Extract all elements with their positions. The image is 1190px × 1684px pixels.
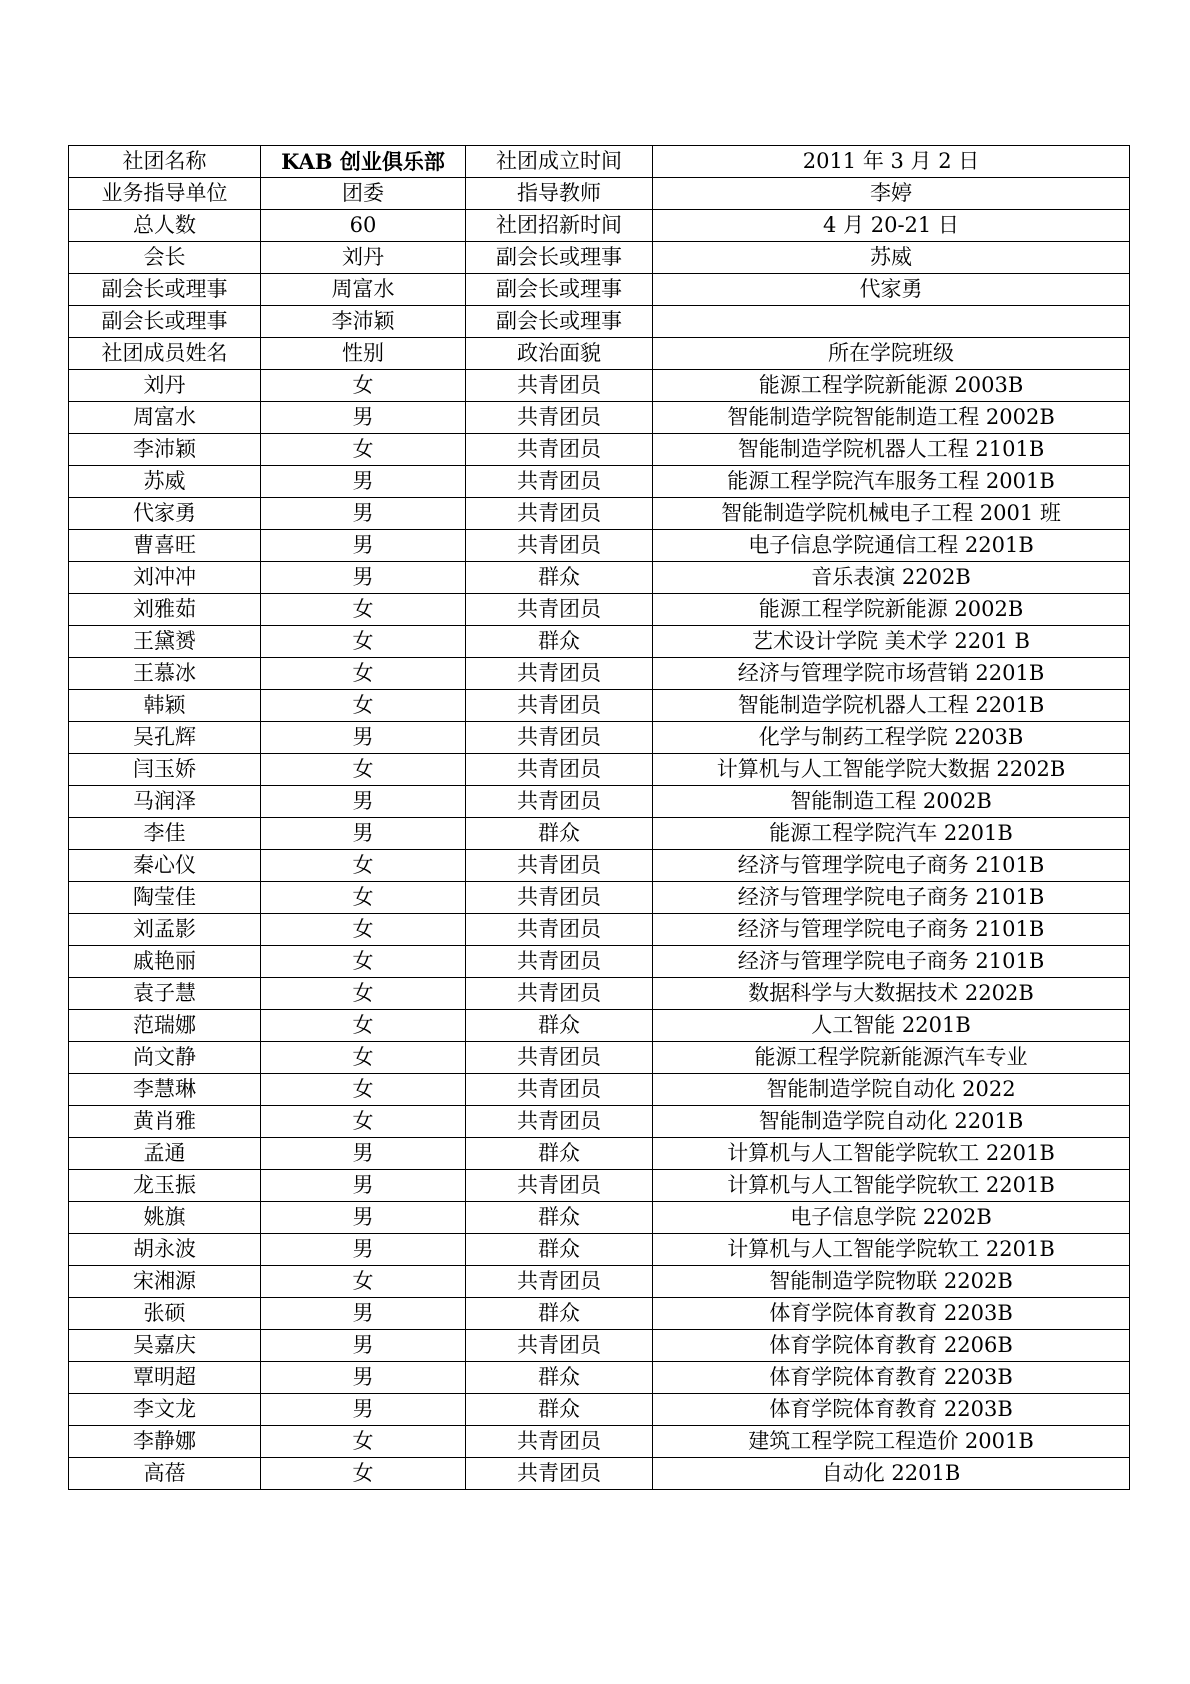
member-political-status: 共青团员 [466,594,653,626]
header-college-class: 所在学院班级 [653,338,1130,370]
member-college-class: 体育学院体育教育 2203B [653,1298,1130,1330]
member-political-status: 共青团员 [466,946,653,978]
vp-label: 副会长或理事 [69,306,261,338]
recruit-label: 社团招新时间 [466,210,653,242]
member-gender: 男 [261,1234,466,1266]
member-political-status: 群众 [466,562,653,594]
member-gender: 女 [261,1266,466,1298]
info-row-club [69,146,1130,178]
member-name: 高蓓 [69,1458,261,1490]
member-gender: 女 [261,1106,466,1138]
member-name: 吴孔辉 [69,722,261,754]
member-header-row [69,338,1130,370]
table-row [69,1330,1130,1362]
member-political-status: 共青团员 [466,1266,653,1298]
member-gender: 男 [261,1170,466,1202]
member-name: 戚艳丽 [69,946,261,978]
total-label: 总人数 [69,210,261,242]
member-gender: 女 [261,434,466,466]
member-name: 李沛颖 [69,434,261,466]
table-row [69,1010,1130,1042]
unit-value: 团委 [261,178,466,210]
vp-label: 副会长或理事 [466,306,653,338]
member-gender: 女 [261,594,466,626]
table-row [69,1362,1130,1394]
table-row [69,1234,1130,1266]
member-political-status: 共青团员 [466,1426,653,1458]
member-name: 尚文静 [69,1042,261,1074]
member-gender: 女 [261,1074,466,1106]
table-row [69,1042,1130,1074]
vp-value: 代家勇 [653,274,1130,306]
member-college-class: 计算机与人工智能学院大数据 2202B [653,754,1130,786]
member-name: 闫玉娇 [69,754,261,786]
member-name: 孟通 [69,1138,261,1170]
member-college-class: 智能制造学院物联 2202B [653,1266,1130,1298]
member-gender: 女 [261,882,466,914]
table-row [69,1298,1130,1330]
member-college-class: 能源工程学院新能源 2003B [653,370,1130,402]
teacher-value: 李婷 [653,178,1130,210]
member-name: 刘丹 [69,370,261,402]
member-gender: 女 [261,690,466,722]
president-label: 会长 [69,242,261,274]
vp-value: 李沛颖 [261,306,466,338]
vp-label: 副会长或理事 [466,274,653,306]
member-name: 宋湘源 [69,1266,261,1298]
member-college-class: 建筑工程学院工程造价 2001B [653,1426,1130,1458]
member-college-class: 计算机与人工智能学院软工 2201B [653,1170,1130,1202]
table-row [69,1138,1130,1170]
table-row [69,434,1130,466]
member-gender: 女 [261,658,466,690]
club-name-value: KAB 创业俱乐部 [261,146,466,178]
table-row [69,1394,1130,1426]
member-gender: 女 [261,626,466,658]
member-college-class: 计算机与人工智能学院软工 2201B [653,1138,1130,1170]
member-political-status: 共青团员 [466,434,653,466]
member-gender: 男 [261,1362,466,1394]
total-value: 60 [261,210,466,242]
member-college-class: 体育学院体育教育 2203B [653,1362,1130,1394]
member-college-class: 数据科学与大数据技术 2202B [653,978,1130,1010]
member-college-class: 智能制造学院机器人工程 2201B [653,690,1130,722]
table-row [69,690,1130,722]
member-college-class: 智能制造学院机器人工程 2101B [653,434,1130,466]
vp-value: 苏威 [653,242,1130,274]
member-gender: 男 [261,818,466,850]
info-row-vp-a [69,274,1130,306]
member-name: 李佳 [69,818,261,850]
member-college-class: 自动化 2201B [653,1458,1130,1490]
member-political-status: 群众 [466,626,653,658]
member-college-class: 体育学院体育教育 2203B [653,1394,1130,1426]
member-name: 马润泽 [69,786,261,818]
header-gender: 性别 [261,338,466,370]
founded-label: 社团成立时间 [466,146,653,178]
member-political-status: 共青团员 [466,754,653,786]
table-row [69,786,1130,818]
member-political-status: 群众 [466,1202,653,1234]
member-gender: 女 [261,946,466,978]
member-college-class: 艺术设计学院 美术学 2201 B [653,626,1130,658]
vp-value [653,306,1130,338]
member-college-class: 体育学院体育教育 2206B [653,1330,1130,1362]
table-row [69,722,1130,754]
member-gender: 女 [261,1426,466,1458]
member-gender: 女 [261,914,466,946]
member-gender: 男 [261,1138,466,1170]
table-row [69,1106,1130,1138]
member-gender: 男 [261,1298,466,1330]
member-gender: 男 [261,1202,466,1234]
member-political-status: 共青团员 [466,1458,653,1490]
member-gender: 女 [261,754,466,786]
president-value: 刘丹 [261,242,466,274]
table-row [69,466,1130,498]
member-political-status: 共青团员 [466,786,653,818]
member-gender: 女 [261,370,466,402]
member-gender: 男 [261,530,466,562]
member-political-status: 共青团员 [466,1106,653,1138]
member-political-status: 群众 [466,1010,653,1042]
member-political-status: 共青团员 [466,530,653,562]
club-name-label: 社团名称 [69,146,261,178]
info-row-vp-b [69,306,1130,338]
member-college-class: 经济与管理学院电子商务 2101B [653,946,1130,978]
member-name: 吴嘉庆 [69,1330,261,1362]
member-name: 刘孟影 [69,914,261,946]
member-college-class: 经济与管理学院电子商务 2101B [653,914,1130,946]
member-name: 韩颖 [69,690,261,722]
member-political-status: 群众 [466,1234,653,1266]
member-political-status: 共青团员 [466,498,653,530]
member-name: 王慕冰 [69,658,261,690]
member-gender: 女 [261,850,466,882]
recruit-value: 4 月 20-21 日 [653,210,1130,242]
member-college-class: 音乐表演 2202B [653,562,1130,594]
member-college-class: 电子信息学院通信工程 2201B [653,530,1130,562]
header-political-status: 政治面貌 [466,338,653,370]
member-name: 曹喜旺 [69,530,261,562]
member-gender: 女 [261,1042,466,1074]
member-gender: 男 [261,402,466,434]
info-row-unit [69,178,1130,210]
member-political-status: 群众 [466,1138,653,1170]
table-row [69,978,1130,1010]
member-name: 张硕 [69,1298,261,1330]
member-political-status: 共青团员 [466,850,653,882]
member-political-status: 共青团员 [466,402,653,434]
member-political-status: 群众 [466,1394,653,1426]
table-row [69,658,1130,690]
member-name: 李慧琳 [69,1074,261,1106]
table-row [69,594,1130,626]
info-row-total [69,210,1130,242]
info-row-president [69,242,1130,274]
header-name: 社团成员姓名 [69,338,261,370]
member-gender: 男 [261,466,466,498]
member-political-status: 共青团员 [466,466,653,498]
member-name: 龙玉振 [69,1170,261,1202]
table-row [69,1458,1130,1490]
unit-label: 业务指导单位 [69,178,261,210]
member-name: 代家勇 [69,498,261,530]
table-row [69,754,1130,786]
teacher-label: 指导教师 [466,178,653,210]
member-gender: 男 [261,786,466,818]
member-college-class: 智能制造学院自动化 2022 [653,1074,1130,1106]
table-row [69,914,1130,946]
member-name: 黄肖雅 [69,1106,261,1138]
member-name: 袁子慧 [69,978,261,1010]
table-row [69,882,1130,914]
member-name: 姚旗 [69,1202,261,1234]
table-row [69,626,1130,658]
table-body [69,146,1130,1490]
member-political-status: 群众 [466,818,653,850]
member-name: 刘冲冲 [69,562,261,594]
member-name: 覃明超 [69,1362,261,1394]
member-college-class: 计算机与人工智能学院软工 2201B [653,1234,1130,1266]
member-college-class: 经济与管理学院电子商务 2101B [653,882,1130,914]
member-college-class: 智能制造学院自动化 2201B [653,1106,1130,1138]
member-name: 秦心仪 [69,850,261,882]
member-political-status: 共青团员 [466,1170,653,1202]
member-college-class: 智能制造工程 2002B [653,786,1130,818]
member-political-status: 共青团员 [466,1042,653,1074]
member-name: 苏威 [69,466,261,498]
table-row [69,1426,1130,1458]
member-political-status: 共青团员 [466,690,653,722]
member-college-class: 能源工程学院汽车 2201B [653,818,1130,850]
member-political-status: 共青团员 [466,1074,653,1106]
table-row [69,402,1130,434]
member-political-status: 共青团员 [466,370,653,402]
table-row [69,1266,1130,1298]
vp-label: 副会长或理事 [466,242,653,274]
club-member-table [68,145,1130,1490]
member-political-status: 共青团员 [466,1330,653,1362]
vp-label: 副会长或理事 [69,274,261,306]
table-row [69,562,1130,594]
member-college-class: 人工智能 2201B [653,1010,1130,1042]
vp-value: 周富水 [261,274,466,306]
member-name: 范瑞娜 [69,1010,261,1042]
member-name: 陶莹佳 [69,882,261,914]
member-political-status: 群众 [466,1298,653,1330]
table-row [69,1170,1130,1202]
member-name: 胡永波 [69,1234,261,1266]
member-gender: 男 [261,562,466,594]
table-row [69,370,1130,402]
table-row [69,1074,1130,1106]
member-gender: 男 [261,498,466,530]
member-name: 刘雅茹 [69,594,261,626]
member-college-class: 能源工程学院汽车服务工程 2001B [653,466,1130,498]
member-political-status: 共青团员 [466,914,653,946]
member-college-class: 智能制造学院智能制造工程 2002B [653,402,1130,434]
member-college-class: 化学与制药工程学院 2203B [653,722,1130,754]
member-college-class: 经济与管理学院电子商务 2101B [653,850,1130,882]
member-college-class: 能源工程学院新能源 2002B [653,594,1130,626]
member-college-class: 电子信息学院 2202B [653,1202,1130,1234]
member-gender: 女 [261,1458,466,1490]
member-name: 李静娜 [69,1426,261,1458]
member-gender: 男 [261,1330,466,1362]
table-row [69,1202,1130,1234]
member-political-status: 共青团员 [466,658,653,690]
member-name: 王黛赟 [69,626,261,658]
member-gender: 男 [261,722,466,754]
member-political-status: 群众 [466,1362,653,1394]
member-college-class: 经济与管理学院市场营销 2201B [653,658,1130,690]
member-gender: 男 [261,1394,466,1426]
member-name: 李文龙 [69,1394,261,1426]
member-gender: 女 [261,1010,466,1042]
member-college-class: 能源工程学院新能源汽车专业 [653,1042,1130,1074]
table-row [69,850,1130,882]
table-row [69,946,1130,978]
table-row [69,530,1130,562]
member-political-status: 共青团员 [466,978,653,1010]
founded-value: 2011 年 3 月 2 日 [653,146,1130,178]
member-gender: 女 [261,978,466,1010]
member-name: 周富水 [69,402,261,434]
table-row [69,818,1130,850]
member-college-class: 智能制造学院机械电子工程 2001 班 [653,498,1130,530]
member-political-status: 共青团员 [466,722,653,754]
member-political-status: 共青团员 [466,882,653,914]
table-row [69,498,1130,530]
